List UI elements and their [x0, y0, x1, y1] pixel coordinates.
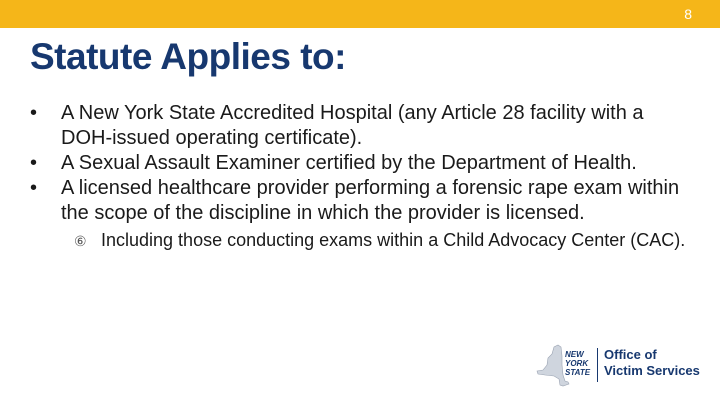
bullet-item [30, 151, 690, 176]
sub-bullet-item [61, 229, 690, 252]
bullet-text: A Sexual Assault Examiner certified by the Department of Health. [61, 152, 637, 174]
bullet-marker: • [30, 102, 38, 124]
ovs-logo [534, 343, 714, 391]
bullet-marker: • [30, 177, 38, 199]
sub-bullet-list [61, 229, 690, 252]
sub-bullet-marker: ⑥ [74, 233, 87, 249]
agency-name: Office of Victim Services [604, 347, 700, 378]
bullet-item [30, 101, 690, 151]
new-york-state-wordmark: NEW YORK STATE [565, 350, 591, 377]
bullet-text: A New York State Accredited Hospital (any Article 28 facility with a DOH-issued operating certificate). [61, 102, 644, 149]
slide-number: 8 [684, 6, 692, 22]
top-accent-bar [0, 0, 720, 28]
bullet-item [30, 176, 690, 252]
sub-bullet-text: Including those conducting exams within a Child Advocacy Center (CAC). [101, 230, 686, 250]
bullet-list [30, 101, 690, 252]
slide-title: Statute Applies to: [30, 36, 346, 77]
logo-divider [597, 348, 598, 382]
bullet-text: A licensed healthcare provider performing a forensic rape exam within the scope of the discipline in which the provider is licensed. [61, 177, 680, 224]
bullet-marker: • [30, 152, 38, 174]
